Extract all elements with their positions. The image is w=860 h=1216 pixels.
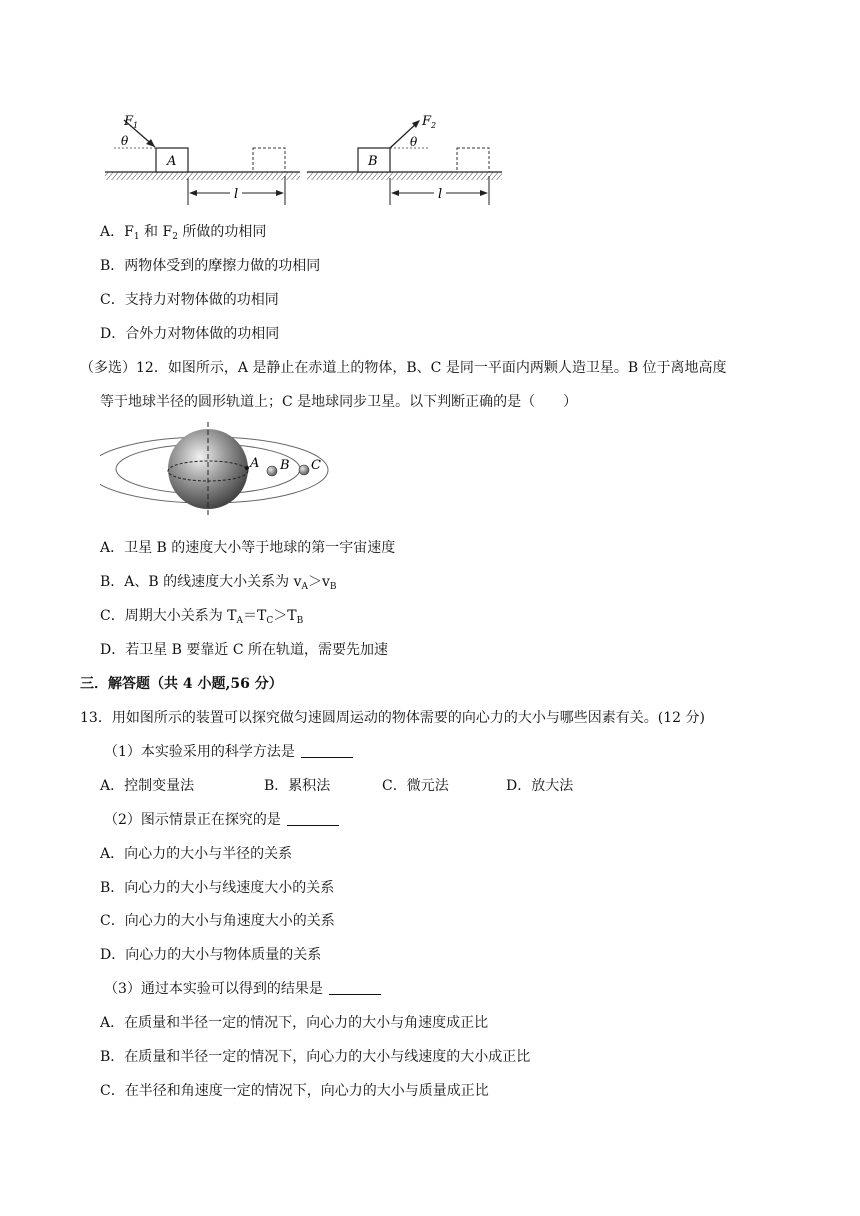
q13-part3-option-b: B．在质量和半径一定的情况下，向心力的大小与线速度的大小成正比 [100,1049,531,1065]
q13-part1-blank[interactable] [301,743,353,758]
distance-l-right-label: l [438,187,443,202]
q12-option-b: B．A、B 的线速度大小关系为 $v_A>v_B$ [100,574,337,592]
q13-part2-option-b: B．向心力的大小与线速度大小的关系 [100,880,335,896]
q13-part1: （1）本实验采用的科学方法是 [104,742,353,762]
block-a-label: A [167,154,177,169]
distance-l-left-label: l [234,187,239,202]
q13-part3-blank[interactable] [329,980,381,995]
q13-stem: 13．用如图所示的装置可以探究做匀速圆周运动的物体需要的向心力的大小与哪些因素有关。(12 分) [80,710,706,726]
q13-part2-blank[interactable] [287,811,339,826]
q12-stem-line2: 等于地球半径的圆形轨道上；C 是地球同步卫星。以下判断正确的是（ ） [100,394,578,410]
satellite-c [299,465,309,475]
theta-right-label: θ [410,135,418,149]
q11-option-b: B．两物体受到的摩擦力做的功相同 [100,258,321,274]
theta-left-label: θ [121,134,129,148]
ground-right [307,172,502,180]
q12-option-c: C．周期大小关系为 $T_A=T_C>T_B$ [100,608,304,626]
block-b-label: B [368,154,378,169]
section-3-heading: 三．解答题（共 4 小题,56 分） [80,676,283,692]
q13-part3-option-c: C．在半径和角速度一定的情况下，向心力的大小与质量成正比 [100,1083,489,1099]
object-a-label: A [250,456,260,471]
object-a-dot [245,466,249,470]
block-a-final-position [253,148,285,172]
q13-part3-option-a: A．在质量和半径一定的情况下，向心力的大小与角速度成正比 [100,1015,489,1031]
q13-part2-option-a: A．向心力的大小与半径的关系 [100,846,293,862]
satellite-b [267,466,277,476]
q13-part2-option-c: C．向心力的大小与角速度大小的关系 [100,913,335,929]
q13-part1-options [0,776,860,796]
q12-option-a: A．卫星 B 的速度大小等于地球的第一宇宙速度 [100,540,396,556]
f2-label: $F_2$ [422,114,437,130]
ground-left [105,172,300,180]
q11-option-a: A．$F_1$ 和 $F_2$ 所做的功相同 [100,224,267,242]
q12-option-d: D．若卫星 B 要靠近 C 所在轨道，需要先加速 [100,642,389,658]
satellite-b-label: B [280,458,290,473]
force-diagram-figure [100,110,510,210]
q11-option-d: D．合外力对物体做的功相同 [100,326,280,342]
q11-option-c: C．支持力对物体做的功相同 [100,292,279,308]
q13-part2-option-d: D．向心力的大小与物体质量的关系 [100,947,322,963]
q13-part3: （3）通过本实验可以得到的结果是 [104,979,381,999]
satellite-c-label: C [311,458,321,473]
q13-part1-option-d: D．放大法 [506,778,574,794]
earth-satellite-orbit-figure [100,422,340,522]
q13-part1-option-c: C．微元法 [382,778,449,794]
q13-part1-option-a: A．控制变量法 [100,778,195,794]
block-b-final-position [457,148,489,172]
q12-stem-line1: （多选）12．如图所示，A 是静止在赤道上的物体，B、C 是同一平面内两颗人造卫星。B 位于离地高度 [80,360,727,376]
q13-part1-option-b: B．累积法 [264,778,331,794]
f1-label: $F_1$ [124,114,139,130]
q13-part2: （2）图示情景正在探究的是 [104,810,339,830]
